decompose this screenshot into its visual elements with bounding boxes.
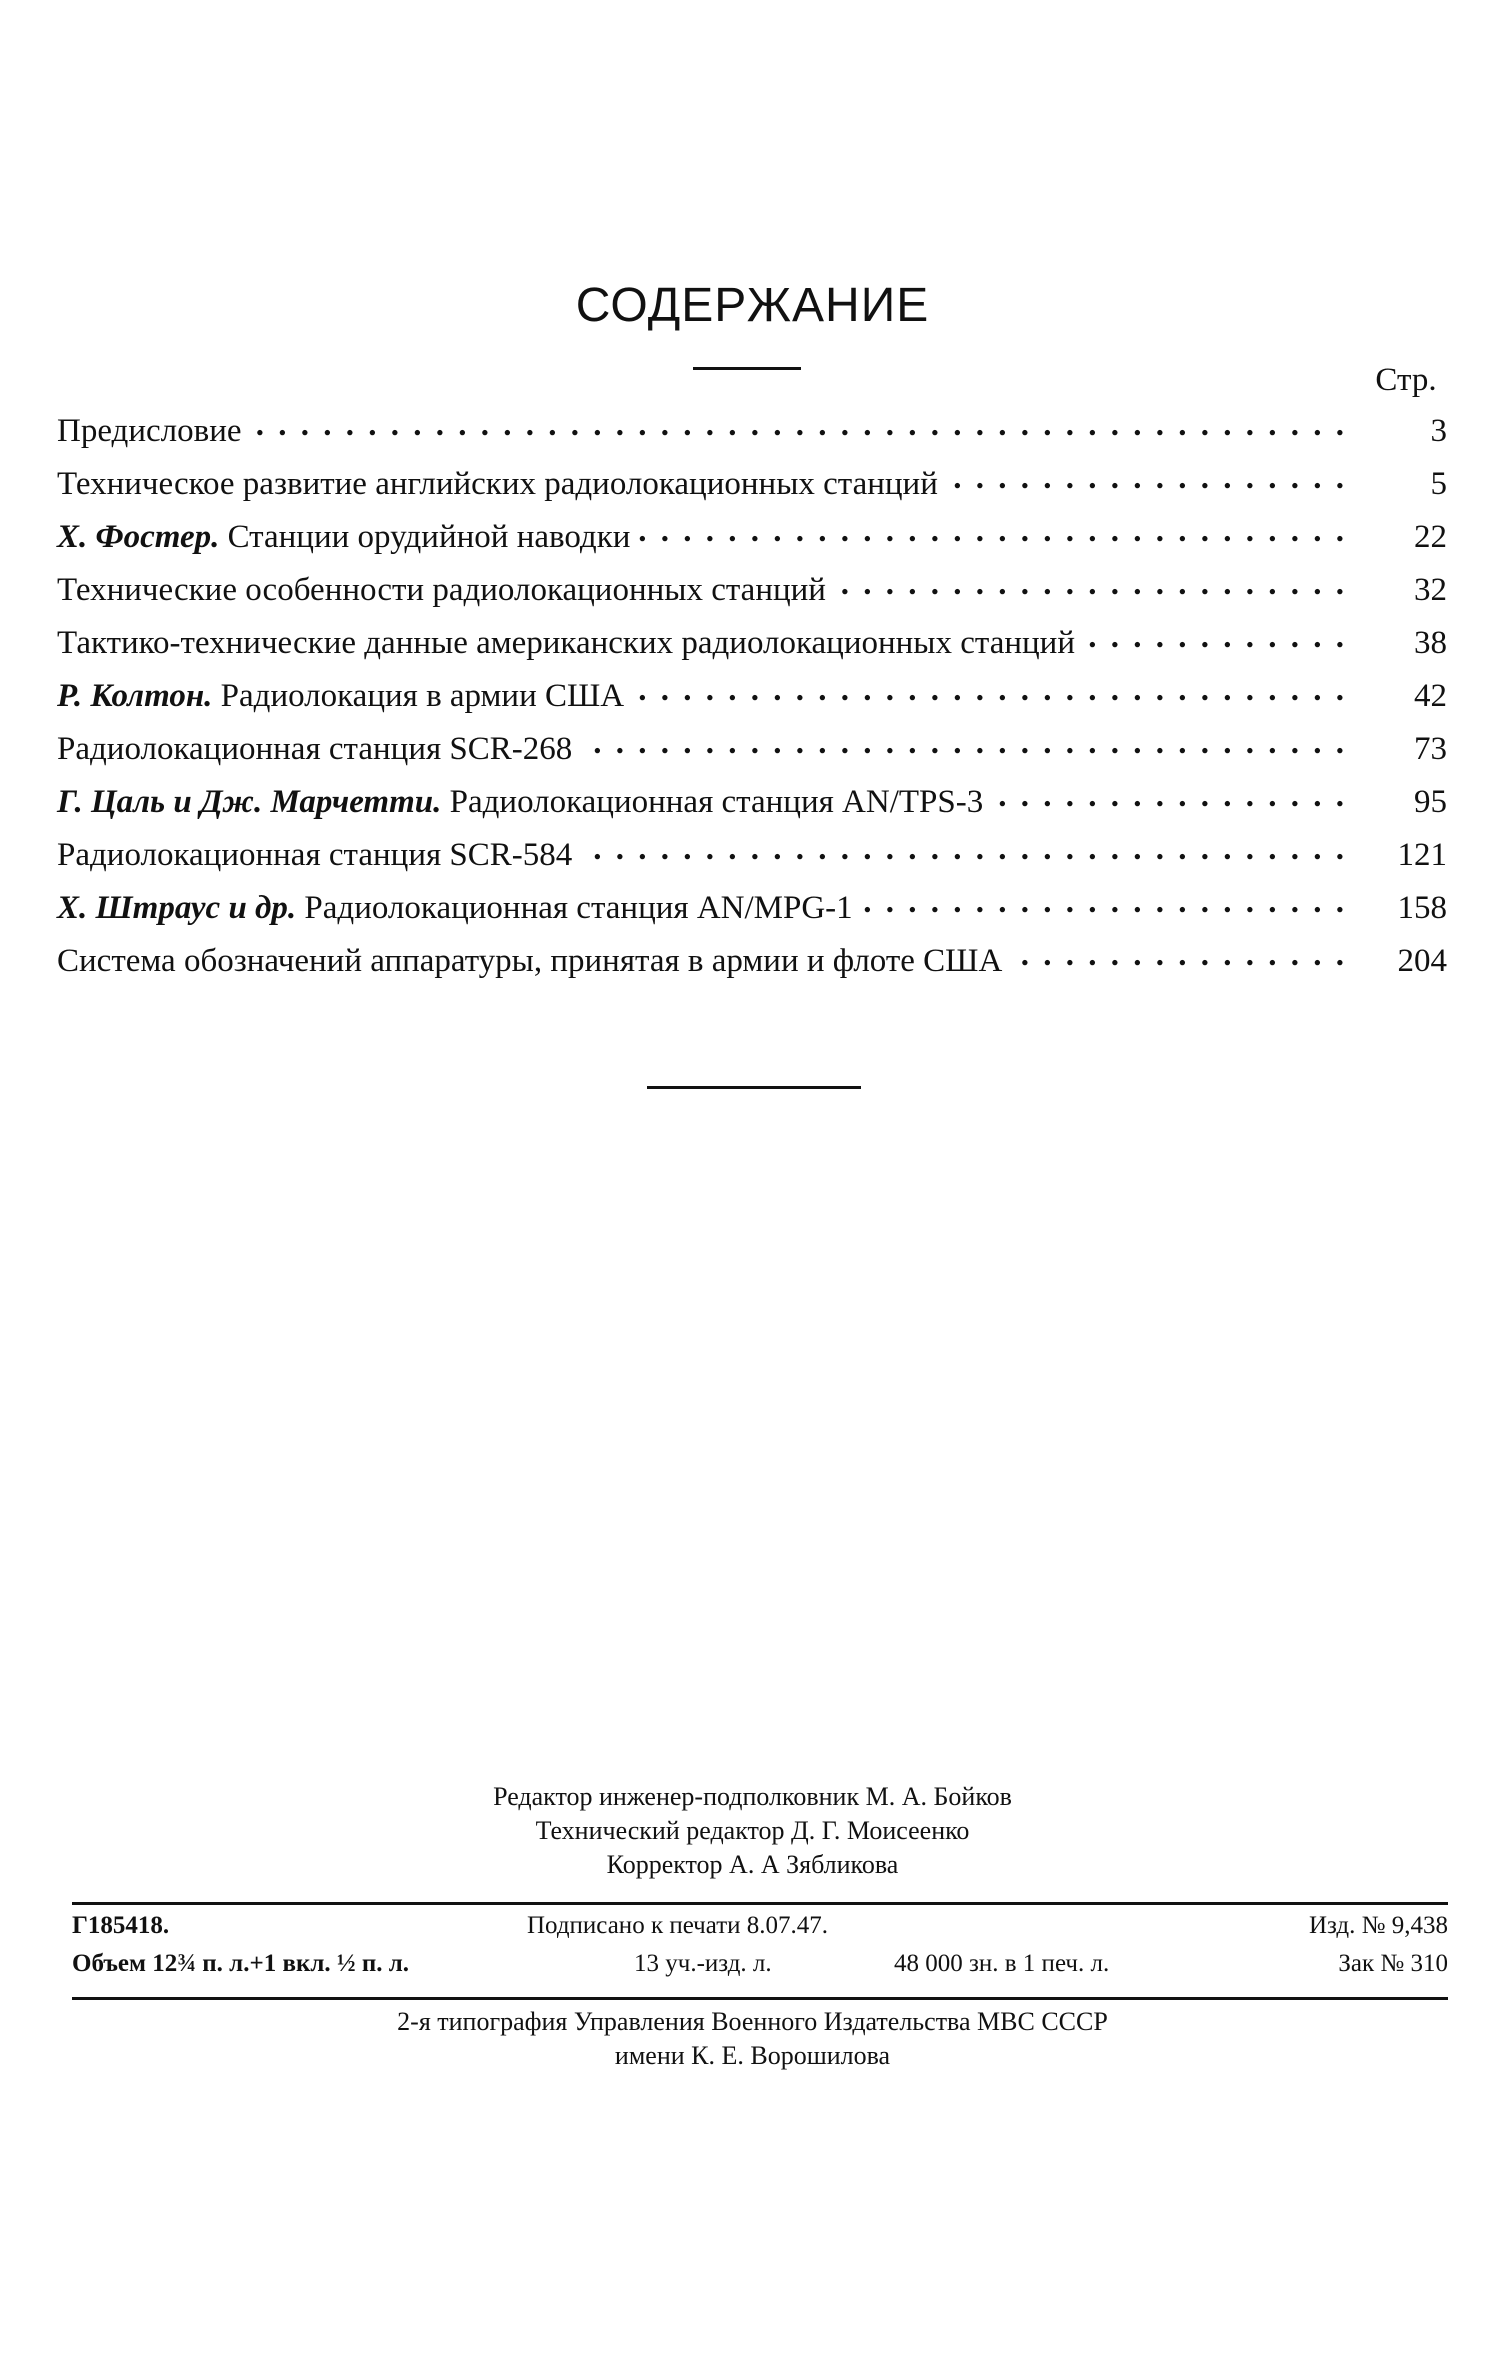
toc-leader-dots: [834, 566, 1347, 600]
toc-entry-title: Станции орудийной наводки: [227, 519, 631, 555]
toc-leader-dots: [580, 725, 1347, 759]
toc-leader-dots: [638, 513, 1347, 547]
page-title: СОДЕРЖАНИЕ: [575, 279, 930, 332]
toc-entry-title: Тактико-технические данные американских радиолокационных станций: [57, 625, 1075, 661]
credits-block: [0, 1780, 1505, 1882]
toc-entry-title: Радиолокационная станция AN/TPS-3: [449, 784, 984, 820]
toc-leader-dots: [632, 672, 1347, 706]
toc-entry-page: 121: [1397, 837, 1447, 873]
toc-entry-title: Радиолокационная станция SCR-268: [57, 731, 573, 767]
toc-entry-title: Радиолокационная станция AN/MPG-1: [304, 890, 853, 926]
imprint-izd: Изд. № 9,438: [1308, 1912, 1448, 1939]
toc-entry-heading: [57, 784, 991, 821]
imprint-bottom-rule: [72, 1997, 1448, 2000]
printer-line-2: имени К. Е. Ворошилова: [614, 2041, 891, 2070]
toc-entry-page: 204: [1397, 943, 1447, 979]
imprint-code: Г185418.: [72, 1912, 170, 1939]
toc-leader-dots: [991, 778, 1347, 812]
section-divider: [647, 1086, 861, 1089]
imprint-top-rule: [72, 1902, 1448, 1905]
toc-entry-author: Р. Колтон.: [57, 678, 213, 714]
toc-entry-page: 5: [1430, 466, 1447, 502]
credits-editor: Редактор инженер-подполковник М. А. Бойков: [493, 1782, 1012, 1811]
toc-entry-page: 158: [1397, 890, 1447, 926]
toc-leader-dots: [250, 407, 1348, 441]
toc-entry: [57, 566, 1447, 619]
printer-line-1: 2-я типография Управления Военного Издательства МВС СССР: [397, 2007, 1108, 2036]
toc-entry: [57, 831, 1447, 884]
credits-tech-editor: Технический редактор Д. Г. Моисеенко: [535, 1816, 970, 1845]
toc-leader-dots: [1083, 619, 1347, 653]
printer-block: [0, 2005, 1505, 2073]
toc-entry: [57, 407, 1447, 460]
toc-entry: [57, 778, 1447, 831]
toc-entry-author: Х. Фостер.: [57, 519, 220, 555]
toc-entry-heading: [57, 890, 861, 927]
toc-entry: [57, 460, 1447, 513]
toc-entry-author: Г. Цаль и Дж. Марчетти.: [57, 784, 442, 820]
toc-entry-heading: [57, 519, 638, 556]
toc-entry-title: Предисловие: [57, 413, 242, 449]
toc-entry: [57, 619, 1447, 672]
toc-entry: [57, 884, 1447, 937]
toc-entry: [57, 725, 1447, 778]
toc-leader-dots: [946, 460, 1347, 494]
toc-entry-page: 95: [1414, 784, 1447, 820]
toc-entry-title: Радиолокационная станция SCR-584: [57, 837, 573, 873]
toc-entry: [57, 672, 1447, 725]
toc-entry-author: Х. Штраус и др.: [57, 890, 297, 926]
table-of-contents: [57, 407, 1447, 990]
toc-entry: [57, 513, 1447, 566]
toc-entry: [57, 937, 1447, 990]
imprint-order: Зак № 310: [1338, 1950, 1448, 1977]
toc-entry-title: Техническое развитие английских радиолокационных станций: [57, 466, 938, 502]
credits-corrector: Корректор А. А Зябликова: [606, 1850, 899, 1879]
toc-entry-page: 22: [1414, 519, 1447, 555]
imprint-uch-izd: 13 уч.-изд. л.: [634, 1950, 772, 1977]
toc-entry-page: 32: [1414, 572, 1447, 608]
toc-entry-page: 3: [1430, 413, 1447, 449]
toc-entry-title: Система обозначений аппаратуры, принятая в армии и флоте США: [57, 943, 1003, 979]
toc-leader-dots: [861, 884, 1347, 918]
toc-entry-page: 38: [1414, 625, 1447, 661]
toc-entry-title: Радиолокация в армии США: [220, 678, 625, 714]
imprint-volume: Объем 12¾ п. л.+1 вкл. ½ п. л.: [72, 1950, 410, 1977]
imprint-chars: 48 000 зн. в 1 печ. л.: [894, 1950, 1110, 1977]
toc-entry-page: 73: [1414, 731, 1447, 767]
imprint-signed: Подписано к печати 8.07.47.: [527, 1912, 829, 1939]
toc-leader-dots: [1010, 937, 1347, 971]
toc-leader-dots: [580, 831, 1347, 865]
toc-entry-page: 42: [1414, 678, 1447, 714]
toc-entry-heading: [57, 678, 632, 715]
toc-entry-title: Технические особенности радиолокационных станций: [57, 572, 826, 608]
title-divider: [693, 367, 801, 370]
page-column-label: Стр.: [1375, 362, 1437, 398]
